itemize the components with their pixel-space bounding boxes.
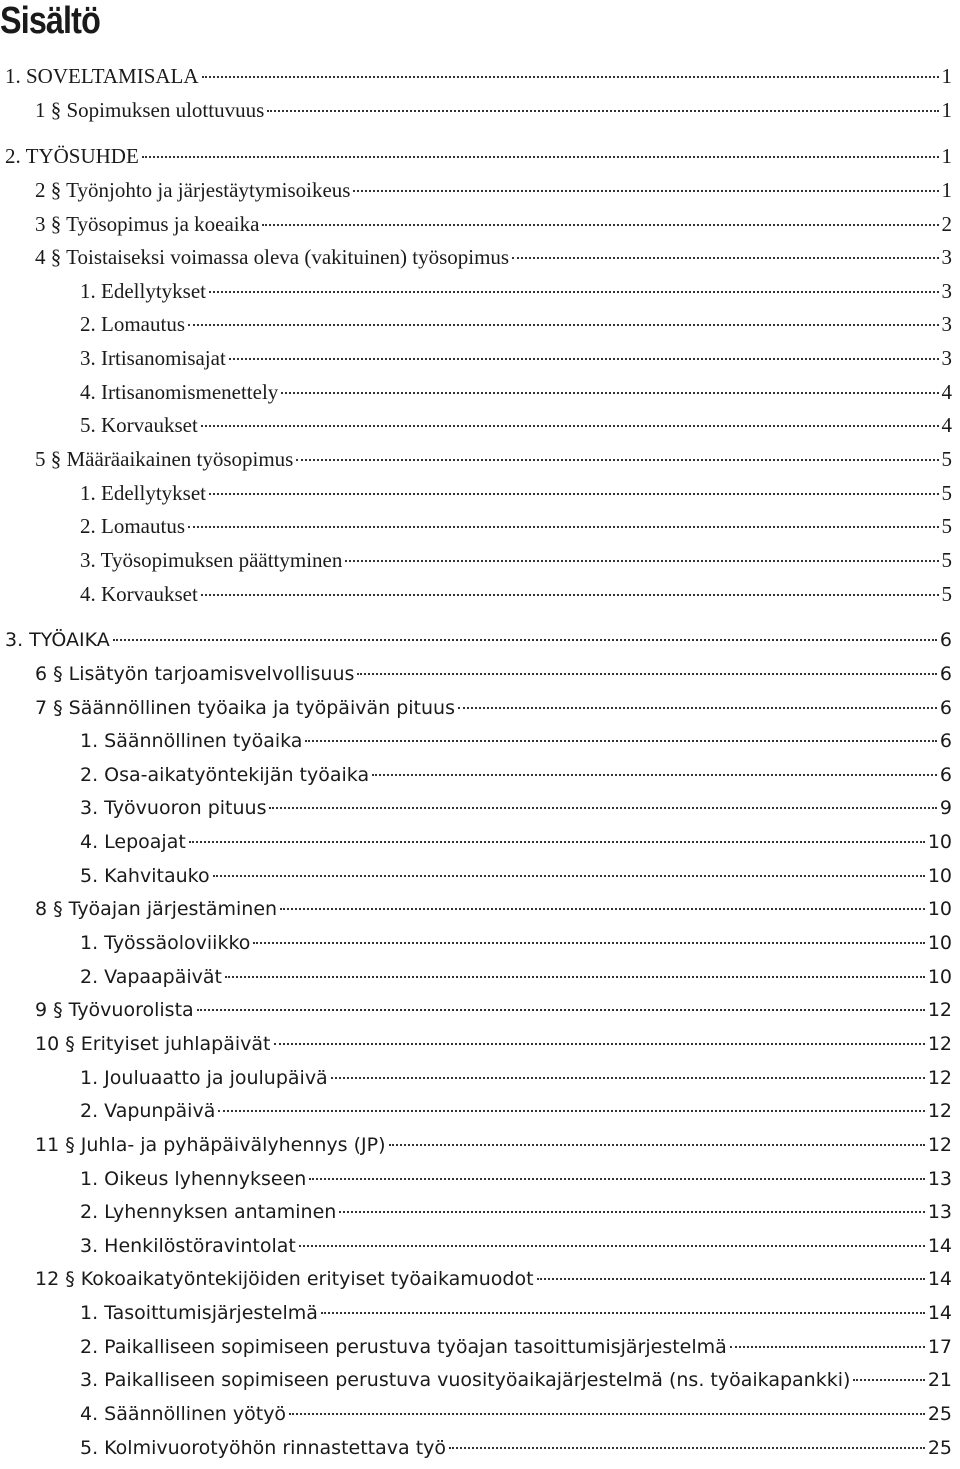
- toc-entry-label: 8 § Työajan järjestäminen: [35, 898, 278, 921]
- toc-dot-leader: [331, 1077, 925, 1079]
- toc-entry[interactable]: [0, 927, 960, 961]
- toc-entry-page-number: 3: [941, 245, 952, 270]
- toc-entry-label: 1. Edellytykset: [80, 480, 206, 505]
- toc-entry-page-number: 5: [941, 514, 952, 539]
- toc-entry[interactable]: [0, 1196, 960, 1230]
- toc-entry-label: 2 § Työnjohto ja järjestäytymisoikeus: [35, 177, 351, 202]
- toc-entry[interactable]: [0, 140, 960, 174]
- toc-entry-page-number: 10: [927, 932, 952, 955]
- toc-entry-label: 11 § Juhla- ja pyhäpäivälyhennys (JP): [35, 1133, 386, 1156]
- toc-entry-label: 4. Lepoajat: [80, 831, 186, 854]
- toc-entry-page-number: 3: [941, 312, 952, 337]
- toc-dot-leader: [309, 1178, 925, 1180]
- toc-entry[interactable]: [0, 1163, 960, 1197]
- toc-entry-label: 3. Henkilöstöravintolat: [80, 1234, 296, 1257]
- toc-entry-label: 2. Lyhennyksen antaminen: [80, 1201, 337, 1224]
- toc-entry[interactable]: [0, 624, 960, 658]
- toc-entry-label: 4 § Toistaiseksi voimassa oleva (vakituinen) työsopimus: [35, 245, 510, 270]
- toc-entry-page-number: 10: [927, 898, 952, 921]
- toc-entry-page-number: 12: [927, 1066, 952, 1089]
- toc-entry-page-number: 21: [927, 1369, 952, 1392]
- toc-entry-label: 2. Vapunpäivä: [80, 1100, 216, 1123]
- toc-entry-label: 2. Osa-aikatyöntekijän työaika: [80, 763, 370, 786]
- toc-entry-page-number: 13: [927, 1201, 952, 1224]
- toc-entry[interactable]: [0, 443, 960, 477]
- toc-dot-leader: [229, 358, 939, 360]
- toc-dot-leader: [274, 1043, 925, 1045]
- toc-entry-label: 1. Säännöllinen työaika: [80, 730, 303, 753]
- toc-dot-leader: [389, 1144, 925, 1146]
- toc-dot-leader: [201, 425, 939, 427]
- toc-dot-leader: [281, 392, 938, 394]
- toc-entry-label: 4. Säännöllinen yötyö: [80, 1402, 287, 1425]
- toc-entry[interactable]: [0, 994, 960, 1028]
- toc-entry-page-number: 6: [939, 696, 952, 719]
- toc-dot-leader: [296, 459, 938, 461]
- toc-dot-leader: [449, 1447, 925, 1449]
- toc-entry[interactable]: [0, 1297, 960, 1331]
- toc-entry-page-number: 2: [941, 211, 952, 236]
- toc-entry[interactable]: [0, 1095, 960, 1129]
- toc-dot-leader: [357, 673, 936, 675]
- toc-entry[interactable]: [0, 1129, 960, 1163]
- toc-entry-label: 4. Korvaukset: [80, 581, 198, 606]
- toc-dot-leader: [201, 594, 939, 596]
- toc-entry-label: 1. Edellytykset: [80, 278, 206, 303]
- toc-entry-page-number: 14: [927, 1234, 952, 1257]
- toc-dot-leader: [253, 942, 924, 944]
- toc-entry-page-number: 12: [927, 999, 952, 1022]
- toc-dot-leader: [353, 190, 938, 192]
- toc-entry-page-number: 10: [927, 864, 952, 887]
- toc-dot-leader: [512, 257, 938, 259]
- toc-entry[interactable]: [0, 60, 960, 94]
- toc-entry[interactable]: [0, 275, 960, 309]
- toc-entry-page-number: 13: [927, 1167, 952, 1190]
- toc-dot-leader: [458, 707, 937, 709]
- toc-entry-page-number: 10: [927, 831, 952, 854]
- toc-entry-page-number: 6: [939, 662, 952, 685]
- toc-entry-label: 1. Työssäoloviikko: [80, 932, 251, 955]
- toc-entry-label: 3. TYÖAIKA: [5, 629, 110, 652]
- toc-entry-label: 12 § Kokoaikatyöntekijöiden erityiset työaikamuodot: [35, 1268, 534, 1291]
- toc-entry-page-number: 12: [927, 1032, 952, 1055]
- toc-entry-label: 1. SOVELTAMISALA: [5, 64, 199, 88]
- toc-entry-label: 2. TYÖSUHDE: [5, 144, 139, 169]
- toc-dot-leader: [372, 774, 937, 776]
- toc-entry-page-number: 10: [927, 965, 952, 988]
- toc-entry-label: 9 § Työvuorolista: [35, 999, 194, 1022]
- toc-entry[interactable]: [0, 961, 960, 995]
- toc-entry-page-number: 5: [941, 547, 952, 572]
- toc-entry-page-number: 6: [939, 730, 952, 753]
- toc-entry-page-number: 4: [941, 379, 952, 404]
- toc-entry[interactable]: [0, 792, 960, 826]
- toc-dot-leader: [280, 908, 925, 910]
- toc-dot-leader: [267, 110, 938, 112]
- toc-entry-label: 3. Työvuoron pituus: [80, 797, 267, 820]
- toc-entry-page-number: 25: [927, 1436, 952, 1459]
- toc-entry-label: 10 § Erityiset juhlapäivät: [35, 1032, 271, 1055]
- toc-entry-page-number: 1: [941, 64, 952, 88]
- toc-entry-page-number: 5: [941, 581, 952, 606]
- toc-entry-label: 7 § Säännöllinen työaika ja työpäivän pituus: [35, 696, 455, 719]
- toc-entry-page-number: 9: [939, 797, 952, 820]
- toc-entry-label: 1. Oikeus lyhennykseen: [80, 1167, 307, 1190]
- toc-dot-leader: [142, 156, 939, 158]
- toc-entry-label: 2. Lomautus: [80, 312, 185, 337]
- toc-entry-label: 3. Paikalliseen sopimiseen perustuva vuosityöaikajärjestelmä (ns. työaikapankki): [80, 1369, 851, 1392]
- toc-entry-page-number: 14: [927, 1302, 952, 1325]
- toc-dot-leader: [218, 1110, 924, 1112]
- toc-dot-leader: [262, 224, 938, 226]
- toc-dot-leader: [188, 324, 939, 326]
- toc-entry-page-number: 12: [927, 1100, 952, 1123]
- toc-entry[interactable]: [0, 1230, 960, 1264]
- toc-entry-page-number: 25: [927, 1402, 952, 1425]
- toc-entry-label: 5. Kahvitauko: [80, 864, 210, 887]
- toc-dot-leader: [197, 1009, 925, 1011]
- toc-entry-label: 4. Irtisanomismenettely: [80, 379, 279, 404]
- toc-entry[interactable]: [0, 174, 960, 208]
- toc-entry[interactable]: [0, 1028, 960, 1062]
- toc-entry-page-number: 6: [939, 629, 952, 652]
- toc-entry[interactable]: [0, 208, 960, 242]
- toc-entry[interactable]: [0, 1331, 960, 1365]
- toc-dot-leader: [188, 526, 939, 528]
- toc-entry-page-number: 1: [941, 144, 952, 169]
- toc-entry[interactable]: [0, 578, 960, 612]
- toc-entry[interactable]: [0, 1263, 960, 1297]
- toc-dot-leader: [305, 740, 936, 742]
- toc-entry-label: 5. Korvaukset: [80, 413, 198, 438]
- table-of-contents: [0, 60, 960, 1465]
- toc-entry-page-number: 6: [939, 763, 952, 786]
- toc-dot-leader: [853, 1379, 924, 1381]
- toc-dot-leader: [345, 560, 938, 562]
- toc-entry-page-number: 1: [941, 177, 952, 202]
- toc-entry-label: 3. Irtisanomisajat: [80, 346, 226, 371]
- toc-entry-page-number: 4: [941, 413, 952, 438]
- toc-entry[interactable]: [0, 1364, 960, 1398]
- toc-entry[interactable]: [0, 725, 960, 759]
- toc-entry-page-number: 12: [927, 1133, 952, 1156]
- toc-entry-page-number: 14: [927, 1268, 952, 1291]
- toc-entry[interactable]: [0, 477, 960, 511]
- toc-entry-label: 5. Kolmivuorotyöhön rinnastettava työ: [80, 1436, 447, 1459]
- toc-entry[interactable]: [0, 241, 960, 275]
- toc-entry-label: 5 § Määräaikainen työsopimus: [35, 447, 294, 472]
- toc-entry[interactable]: [0, 544, 960, 578]
- toc-entry-page-number: 17: [927, 1335, 952, 1358]
- toc-entry-page-number: 3: [941, 346, 952, 371]
- toc-dot-leader: [189, 841, 925, 843]
- toc-dot-leader: [321, 1312, 925, 1314]
- toc-entry-label: 1. Tasoittumisjärjestelmä: [80, 1302, 318, 1325]
- toc-entry[interactable]: [0, 826, 960, 860]
- toc-entry-page-number: 5: [941, 447, 952, 472]
- toc-dot-leader: [537, 1278, 925, 1280]
- toc-entry-label: 3 § Työsopimus ja koeaika: [35, 211, 260, 236]
- toc-dot-leader: [225, 976, 925, 978]
- toc-entry[interactable]: [0, 1398, 960, 1432]
- page-title: Sisältö: [0, 0, 100, 42]
- toc-entry[interactable]: [0, 658, 960, 692]
- toc-dot-leader: [269, 807, 936, 809]
- toc-entry[interactable]: [0, 860, 960, 894]
- toc-entry-label: 2. Lomautus: [80, 514, 185, 539]
- toc-dot-leader: [209, 291, 939, 293]
- toc-entry[interactable]: [0, 510, 960, 544]
- toc-entry[interactable]: [0, 308, 960, 342]
- toc-entry-label: 2. Vapaapäivät: [80, 965, 222, 988]
- toc-entry-label: 6 § Lisätyön tarjoamisvelvollisuus: [35, 662, 355, 685]
- toc-dot-leader: [113, 639, 937, 641]
- toc-dot-leader: [299, 1245, 925, 1247]
- toc-entry-page-number: 1: [941, 97, 952, 122]
- toc-dot-leader: [202, 76, 939, 78]
- toc-entry-page-number: 5: [941, 480, 952, 505]
- toc-entry[interactable]: [0, 692, 960, 726]
- toc-entry[interactable]: [0, 342, 960, 376]
- toc-entry[interactable]: [0, 409, 960, 443]
- toc-entry-label: 1 § Sopimuksen ulottuvuus: [35, 97, 265, 122]
- toc-entry[interactable]: [0, 1432, 960, 1466]
- toc-entry-label: 2. Paikalliseen sopimiseen perustuva työajan tasoittumisjärjestelmä: [80, 1335, 727, 1358]
- toc-dot-leader: [213, 875, 925, 877]
- toc-dot-leader: [209, 493, 939, 495]
- toc-entry[interactable]: [0, 1062, 960, 1096]
- toc-entry-page-number: 3: [941, 278, 952, 303]
- toc-entry[interactable]: [0, 759, 960, 793]
- toc-dot-leader: [730, 1346, 925, 1348]
- toc-dot-leader: [289, 1413, 925, 1415]
- toc-entry-label: 1. Jouluaatto ja joulupäivä: [80, 1066, 328, 1089]
- toc-entry-label: 3. Työsopimuksen päättyminen: [80, 547, 343, 572]
- toc-entry[interactable]: [0, 376, 960, 410]
- toc-entry[interactable]: [0, 94, 960, 128]
- toc-entry[interactable]: [0, 893, 960, 927]
- toc-dot-leader: [339, 1211, 924, 1213]
